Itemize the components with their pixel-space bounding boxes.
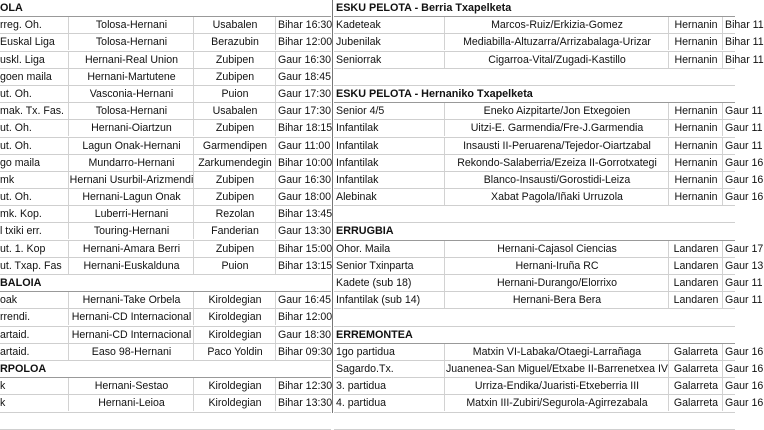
match-cell: Cigarroa-Vital/Zugadi-Kastillo [444, 52, 669, 68]
time-cell: Bihar 12:00 [275, 34, 331, 50]
match-cell: Tolosa-Hernani [68, 103, 194, 119]
table-row [0, 86, 331, 103]
category-cell: 1go partidua [336, 345, 395, 358]
table-row [0, 258, 331, 275]
category-cell: ut. 1. Kop [0, 242, 46, 255]
table-row [0, 344, 331, 361]
venue-cell: Hernanin [668, 138, 723, 154]
category-cell: k [0, 397, 6, 410]
venue-cell: Kiroldegian [193, 292, 276, 308]
match-cell: Hernani-Iruña RC [444, 258, 669, 274]
venue-cell: Paco Yoldin [193, 344, 276, 360]
match-cell: Mundarro-Hernani [68, 155, 194, 171]
category-cell: Senior Txinparta [336, 259, 414, 272]
category-cell: Euskal Liga [0, 36, 55, 49]
venue-cell: Galarreta [668, 361, 723, 377]
match-cell: Hernani-Euskalduna [68, 258, 194, 274]
table-row [334, 103, 763, 120]
match-cell: Hernani-Real Union [68, 52, 194, 68]
venue-cell: Usabalen [193, 103, 276, 119]
table-row [334, 17, 764, 34]
venue-cell: Fanderian [193, 223, 276, 239]
venue-cell: Garmendipen [193, 138, 276, 154]
time-cell: Bihar 18:15 [275, 120, 331, 136]
venue-cell: Zubipen [193, 241, 276, 257]
venue-cell: Galarreta [668, 378, 723, 394]
category-cell: ut. Txap. Fas [0, 259, 62, 272]
table-row [334, 138, 763, 155]
time-cell: Bihar 11 [722, 52, 762, 68]
section-header [334, 0, 735, 17]
category-cell: mak. Tx. Fas. [0, 105, 64, 118]
venue-cell: Hernanin [668, 103, 723, 119]
category-cell: l txiki err. [0, 225, 42, 238]
category-cell: Seniorrak [336, 53, 382, 66]
time-cell: Gaur 16 [722, 155, 762, 171]
category-cell: 3. partidua [336, 380, 387, 393]
section-title: ERREMONTEA [336, 328, 413, 341]
table-row [334, 120, 763, 137]
match-cell: Vasconia-Hernani [68, 86, 194, 102]
venue-cell: Hernanin [668, 189, 723, 205]
table-row [0, 206, 331, 223]
match-cell: Hernani-Leioa [68, 395, 194, 411]
section-header [0, 361, 331, 378]
category-cell: ut. Oh. [0, 122, 32, 135]
category-cell: Alebinak [336, 191, 377, 204]
blank-row [334, 413, 735, 430]
section-title: ESKU PELOTA - Hernaniko Txapelketa [336, 87, 533, 100]
category-cell: mk. Kop. [0, 208, 42, 221]
category-cell: 4. partidua [336, 397, 387, 410]
section-header [334, 327, 735, 344]
category-cell: go maila [0, 156, 41, 169]
match-cell: Hernani-CD Internacional [68, 327, 194, 343]
match-cell: Tolosa-Hernani [68, 34, 194, 50]
table-row [334, 189, 764, 206]
venue-cell: Rezolan [193, 206, 276, 222]
match-cell: Hernani-Martutene [68, 69, 194, 85]
match-cell: Eneko Aizpitarte/Jon Etxegoien [444, 103, 669, 119]
time-cell: Bihar 16:30 [275, 17, 331, 33]
match-cell: Urriza-Endika/Juaristi-Etxeberria III [444, 378, 669, 394]
venue-cell: Zubipen [193, 120, 276, 136]
blank-row [334, 309, 735, 326]
venue-cell: Landaren [668, 258, 723, 274]
time-cell: Gaur 16 [722, 344, 762, 360]
right-schedule-table [334, 0, 764, 430]
section-title: BALOIA [0, 277, 42, 289]
venue-cell: Hernanin [668, 52, 723, 68]
category-cell: ut. Oh. [0, 139, 32, 152]
table-row [334, 155, 764, 172]
time-cell: Gaur 16:30 [275, 52, 331, 68]
category-cell: Kadeteak [336, 19, 381, 32]
venue-cell: Kiroldegian [193, 395, 276, 411]
match-cell: Matxin VI-Labaka/Otaegi-Larrañaga [444, 344, 669, 360]
match-cell: Hernani-Cajasol Ciencias [444, 241, 669, 257]
time-cell: Bihar 12:00 [275, 309, 331, 325]
time-cell: Gaur 11:00 [275, 138, 331, 154]
table-row [0, 17, 331, 34]
match-cell: Hernani-CD Internacional [68, 309, 194, 325]
venue-cell: Landaren [668, 241, 723, 257]
match-cell: Marcos-Ruiz/Erkizia-Gomez [444, 17, 669, 33]
match-cell: Mediabilla-Altuzarra/Arrizabalaga-Urizar [444, 34, 669, 50]
match-cell: Hernani Usurbil-Arizmendi [69, 173, 194, 186]
time-cell: Bihar 10:00 [275, 155, 331, 171]
time-cell: Gaur 11 [722, 103, 762, 119]
time-cell: Bihar 13:15 [275, 258, 331, 274]
time-cell: Gaur 16 [722, 395, 762, 411]
section-header [0, 0, 331, 17]
time-cell: Bihar 13:30 [275, 395, 331, 411]
time-cell: Gaur 17:30 [275, 103, 331, 119]
category-cell: mk [0, 173, 15, 186]
match-cell: Hernani-Bera Bera [444, 292, 669, 308]
time-cell: Bihar 11 [722, 17, 762, 33]
venue-cell: Usabalen [193, 17, 276, 33]
left-schedule-table [0, 0, 331, 430]
blank-row [334, 69, 735, 86]
category-cell: oak [0, 294, 18, 307]
table-row [334, 395, 764, 412]
category-cell: goen maila [0, 70, 52, 83]
section-header [0, 275, 331, 292]
time-cell: Bihar 13:45 [275, 206, 331, 222]
column-divider [332, 0, 333, 413]
table-row [334, 241, 764, 258]
venue-cell: Zarkumendegin [193, 155, 276, 171]
venue-cell: Kiroldegian [193, 327, 276, 343]
table-row [0, 223, 331, 240]
match-cell: Lagun Onak-Hernani [68, 138, 194, 154]
table-row [334, 361, 764, 378]
venue-cell: Hernanin [668, 17, 723, 33]
blank-row [0, 413, 331, 430]
category-cell: ut. Oh. [0, 87, 32, 100]
category-cell: Infantilak [336, 156, 379, 169]
time-cell: Gaur 16 [722, 172, 762, 188]
category-cell: rreg. Oh. [0, 19, 42, 32]
venue-cell: Berazubin [193, 34, 276, 50]
table-row [0, 34, 331, 51]
venue-cell: Zubipen [193, 52, 276, 68]
table-row [334, 34, 764, 51]
category-cell: k [0, 380, 6, 393]
match-cell: Hernani-Amara Berri [68, 241, 194, 257]
category-cell: Infantilak [336, 173, 379, 186]
time-cell: Bihar 11 [722, 34, 762, 50]
match-cell: Hernani-Sestao [68, 378, 194, 394]
venue-cell: Landaren [668, 275, 723, 291]
table-row [0, 327, 331, 344]
match-cell: Hernani-Oiartzun [68, 120, 194, 136]
category-cell: Ohor. Maila [336, 242, 391, 255]
time-cell: Gaur 13 [722, 258, 762, 274]
match-cell: Insausti II-Peruarena/Tejedor-Oiartzabal [444, 138, 669, 154]
venue-cell: Kiroldegian [193, 309, 276, 325]
table-row [334, 52, 764, 69]
time-cell: Gaur 16:30 [275, 172, 331, 188]
time-cell: Gaur 18:45 [275, 69, 331, 85]
match-cell: Hernani-Lagun Onak [68, 189, 194, 205]
venue-cell: Kiroldegian [193, 378, 276, 394]
category-cell: uskl. Liga [0, 53, 45, 66]
category-cell: artaid. [0, 345, 30, 358]
venue-cell: Landaren [668, 292, 723, 308]
category-cell: Sagardo.Tx. [336, 362, 394, 375]
time-cell: Gaur 11 [722, 120, 762, 136]
match-cell: Juanenea-San Miguel/Etxabe II-Barrenetxea IV [445, 362, 668, 375]
match-cell: Xabat Pagola/Iñaki Urruzola [444, 189, 669, 205]
category-cell: artaid. [0, 328, 30, 341]
table-row [0, 52, 331, 69]
table-row [0, 292, 331, 309]
time-cell: Gaur 18:00 [275, 189, 331, 205]
venue-cell: Puion [193, 86, 276, 102]
table-row [0, 378, 331, 395]
category-cell: Jubenilak [336, 36, 381, 49]
table-row [0, 189, 331, 206]
table-row [0, 120, 331, 137]
time-cell: Gaur 13:30 [275, 223, 331, 239]
time-cell: Bihar 15:00 [275, 241, 331, 257]
table-row [0, 241, 331, 258]
time-cell: Bihar 12:30 [275, 378, 331, 394]
match-cell: Hernani-Durango/Elorrixo [444, 275, 669, 291]
match-cell: Touring-Hernani [68, 223, 194, 239]
time-cell: Gaur 18:30 [275, 327, 331, 343]
time-cell: Gaur 11 [722, 275, 762, 291]
table-row [0, 138, 331, 155]
time-cell: Gaur 11 [722, 292, 762, 308]
time-cell: Gaur 11 [722, 138, 762, 154]
table-row [0, 309, 331, 326]
category-cell: Infantilak (sub 14) [336, 294, 421, 307]
section-title: RPOLOA [0, 362, 47, 375]
category-cell: Infantilak [336, 122, 379, 135]
venue-cell: Hernanin [668, 155, 723, 171]
venue-cell: Hernanin [668, 120, 723, 136]
venue-cell: Zubipen [193, 189, 276, 205]
category-cell: rrendi. [0, 311, 31, 324]
table-row [334, 275, 763, 292]
match-cell: Tolosa-Hernani [68, 17, 194, 33]
match-cell: Matxin III-Zubiri/Segurola-Agirrezabala [444, 395, 669, 411]
time-cell: Gaur 16 [722, 361, 762, 377]
section-header [334, 86, 735, 103]
table-row [334, 344, 764, 361]
match-cell: Blanco-Insausti/Gorostidi-Leiza [444, 172, 669, 188]
section-title: ERRUGBIA [336, 225, 394, 238]
section-header [334, 223, 735, 240]
time-cell: Gaur 17 [722, 241, 762, 257]
table-row [334, 378, 764, 395]
time-cell: Gaur 16 [722, 378, 762, 394]
venue-cell: Galarreta [668, 344, 723, 360]
section-title: OLA [0, 2, 23, 14]
venue-cell: Zubipen [193, 69, 276, 85]
match-cell: Luberri-Hernani [68, 206, 194, 222]
category-cell: ut. Oh. [0, 191, 32, 204]
table-row [0, 395, 331, 412]
category-cell: Senior 4/5 [336, 105, 385, 118]
venue-cell: Hernanin [668, 34, 723, 50]
time-cell: Bihar 09:30 [275, 344, 331, 360]
venue-cell: Puion [193, 258, 276, 274]
section-title: ESKU PELOTA - Berria Txapelketa [336, 2, 512, 14]
blank-row [334, 206, 735, 223]
time-cell: Gaur 16 [722, 189, 762, 205]
table-row [0, 69, 331, 86]
time-cell: Gaur 16:45 [275, 292, 331, 308]
time-cell: Gaur 17:30 [275, 86, 331, 102]
venue-cell: Galarreta [668, 395, 723, 411]
match-cell: Easo 98-Hernani [68, 344, 194, 360]
table-row [0, 103, 331, 120]
table-row [334, 172, 764, 189]
venue-cell: Zubipen [193, 172, 276, 188]
table-row [0, 172, 331, 189]
match-cell: Rekondo-Salaberria/Ezeiza II-Gorrotxategi [444, 155, 669, 171]
table-row [0, 155, 331, 172]
table-row [334, 258, 764, 275]
match-cell: Uitzi-E. Garmendia/Fre-J.Garmendia [444, 120, 669, 136]
match-cell: Hernani-Take Orbela [68, 292, 194, 308]
table-row [334, 292, 763, 309]
category-cell: Infantilak [336, 139, 379, 152]
category-cell: Kadete (sub 18) [336, 277, 412, 289]
venue-cell: Hernanin [668, 172, 723, 188]
